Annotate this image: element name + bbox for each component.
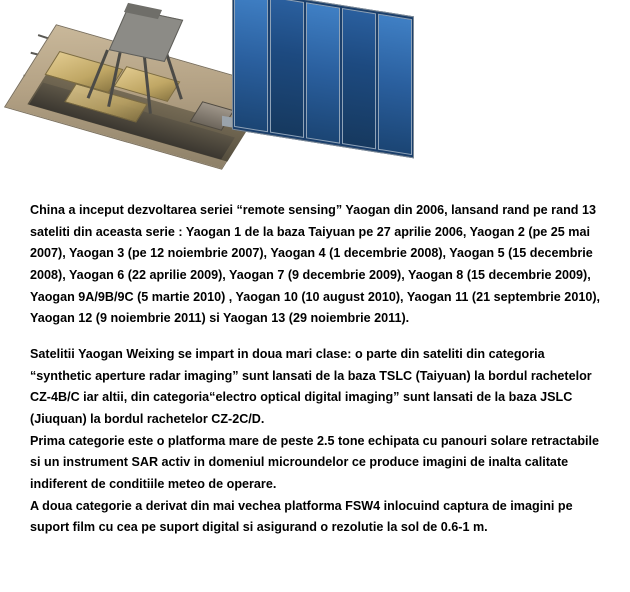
- solar-panel-array: [232, 0, 414, 158]
- article-body: [0, 200, 630, 539]
- solar-panel-cell: [342, 8, 376, 149]
- solar-panel-cell: [234, 0, 268, 132]
- paragraph-second-category: A doua categorie a derivat din mai vechea platforma FSW4 inlocuind captura de imagini pe suport film cu cea pe suport digital si asigurand o rezolutie la sol de 0.6-1 m.: [30, 498, 573, 535]
- satellite-illustration: [0, 0, 430, 190]
- paragraph-first-category: Prima categorie este o platforma mare de peste 2.5 tone echipata cu panouri solare retractabile si un instrument SAR activ in domeniul microundelor ce produce imagini de inalta calitate indiferent de conditiile meteo de operare.: [30, 433, 600, 491]
- paragraph-launch-history: China a inceput dezvoltarea seriei “remote sensing” Yaogan din 2006, lansand rand pe rand 13 sateliti din aceasta serie : Yaogan 1 de la baza Taiyuan pe 27 aprilie 2006, Yaogan 2 (pe 25 mai 2007), Yaogan 3 (pe 12 noiembrie 2007), Yaogan 4 (1 decembrie 2008), Yaogan 5 (15 decembrie 2008), Yaogan 6 (22 aprilie 2009), Yaogan 7 (9 decembrie 2009), Yaogan 8 (15 decembrie 2009), Yaogan 9A/9B/9C (5 martie 2010) , Yaogan 10 (10 august 2010), Yaogan 11 (21 septembrie 2010), Yaogan 12 (9 noiembrie 2011) si Yaogan 13 (29 noiembrie 2011).: [30, 203, 601, 326]
- solar-panel-cell: [270, 0, 304, 138]
- satellite-figure: [0, 0, 630, 200]
- solar-panel-cell: [378, 14, 412, 155]
- solar-panel-cell: [306, 2, 340, 143]
- paragraph-classes: Satelitii Yaogan Weixing se impart in doua mari clase: o parte din sateliti din categoria “synthetic aperture radar imaging” sunt lansati de la baza TSLC (Taiyuan) la bordul rachetelor CZ-4B/C iar altii, din categoria“electro optical digital imaging” sunt lansati de la baza JSLC (Jiuquan) la bordul rachetelor CZ-2C/D.: [30, 346, 592, 426]
